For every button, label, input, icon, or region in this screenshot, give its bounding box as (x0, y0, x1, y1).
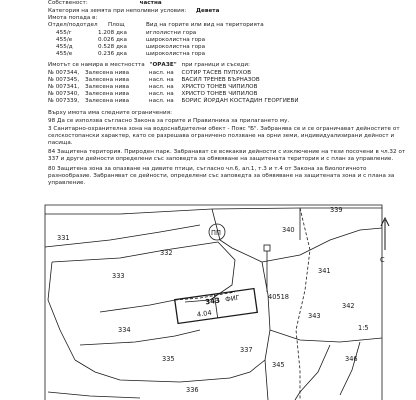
neighbor-land: Залесена нива (85, 91, 130, 97)
parts-col-area: Площ (108, 22, 125, 28)
scale-mark: 1:5 (358, 324, 369, 332)
neighbor-land: Залесена нива (85, 70, 130, 76)
restriction-line: 337 и други дейности определени със заповедта за обявяване на защитената територия и с план за управление. (48, 156, 394, 162)
neighbor-id: № 007341, (48, 84, 80, 90)
neighbors-heading-prefix: Имотът се намира в местността (48, 62, 145, 68)
neighbor-owner: ХРИСТО ТОНЕВ ЧИПИЛОВ (181, 84, 258, 90)
parts-row-section: 455/г (56, 30, 72, 36)
neighbor-id: № 007345, (48, 77, 80, 83)
neighbor-owner: СОТИР ТАСЕВ ПУПУХОВ (181, 70, 252, 76)
subject-parcel-area: 4.04 (196, 308, 213, 319)
category-value: Девета (196, 8, 220, 14)
parcel-boundary (100, 300, 175, 312)
pp-circle-label: ПП (211, 229, 221, 237)
neighbor-owner: ВАСИЛ ТРЕНЕВ БЪРНАЗОВ (181, 77, 260, 83)
neighbor-id: № 007340, (48, 91, 80, 97)
parcel-label: 339 (330, 206, 343, 214)
parcel-label: 342 (342, 302, 355, 310)
neighbor-id: № 007344, (48, 70, 80, 76)
parcel-label: 337 (240, 346, 253, 354)
parts-row-type: широколистна гора (146, 37, 206, 43)
parcel-label: 345 (272, 361, 285, 369)
subject-parcel-number: 343 (204, 296, 221, 307)
restriction-line: пасища. (48, 140, 73, 146)
neighbor-land: Залесена нива (85, 84, 130, 90)
parcel-label: 346 (345, 355, 358, 363)
parts-heading: Имота попада в: (48, 15, 98, 21)
parcel-label: 331 (57, 234, 70, 242)
parts-row-type: широколистна гора (146, 44, 206, 50)
parcel-label: 335 (162, 355, 175, 363)
neighbor-id: № 007339, (48, 98, 80, 104)
neighbor-label: насл. на (148, 70, 174, 76)
neighbor-label: насл. на (148, 98, 174, 104)
dashed-boundary (296, 208, 310, 400)
neighbor-land: Залесена нива (85, 98, 130, 104)
parcel-label: 40518 (268, 293, 289, 301)
restriction-line: 80 Защитена зона за опазване на дивите птици, съгласно чл.6, ал.1, т.3 и т.4 от Закона за биологичното (48, 166, 367, 172)
category-label: Категория на земята при неполивни условия: (48, 8, 187, 14)
parcel-label: 341 (318, 267, 331, 275)
parcel-boundary (230, 360, 265, 378)
parts-row-section: 455/е (56, 37, 73, 43)
parcel-label: 343 (308, 312, 321, 320)
parcel-boundary (185, 242, 235, 302)
ownership-value: частна (139, 0, 162, 6)
neighbor-land: Залесена нива (85, 77, 130, 83)
parts-row-type: иглолистни гора (146, 30, 197, 36)
parts-col-type: Вид на горите или вид на територията (146, 22, 264, 28)
neighbors-heading-suffix: при граници и съседи: (181, 62, 250, 68)
north-label: С (380, 256, 385, 264)
parts-row-area: 0.236 дка (98, 51, 127, 57)
parcel-label: 336 (186, 386, 199, 394)
parts-col-section: Отдел/подотдел (48, 22, 98, 28)
parcel-boundary (52, 242, 218, 262)
parcel-label: 340 (282, 226, 295, 234)
ownership-label: Собственост: (48, 0, 88, 6)
parcel-boundary (75, 360, 230, 382)
parcel-boundary (340, 342, 360, 395)
restriction-line: 3 Санитарно-охранителна зона на водоснабдителни обект - Пояс "Б". Забранява се и се ограничават дейностите от (48, 126, 400, 132)
parts-row-type: широколистна гора (146, 51, 206, 57)
parcel-label: 332 (160, 249, 173, 257)
neighbor-label: насл. на (148, 77, 174, 83)
restriction-line: управление. (48, 180, 86, 186)
parcel-label: 333 (112, 272, 125, 280)
restriction-line: селскостопански характер, като се разрешава ограничено ползване на орни земи, индивидуализирани дейност и (48, 133, 395, 139)
parts-row-section: 455/д (56, 44, 73, 50)
parcel-boundary (262, 262, 270, 400)
parts-row-area: 0.026 дка (98, 37, 127, 43)
parcel-label: 334 (118, 326, 131, 334)
parts-row-area: 0.528 дка (98, 44, 127, 50)
subject-parcel-extra: ФИГ (224, 293, 241, 304)
neighbor-owner: БОРИС ЙОРДАН КОСТАДИН ГЕОРГИЕВИ (181, 98, 299, 104)
marker-square (264, 245, 270, 251)
neighbor-label: насл. на (148, 91, 174, 97)
restrictions-heading: Върху имота има следните ограничения: (48, 110, 173, 116)
restriction-line: 84 Защитена територия. Природен парк. Забранават се всякакви дейности с изключение на тези посочени в чл.32 от (48, 149, 406, 155)
restriction-line: разнообразие. Забраняват се дейности, определени със заповедта за обявяване на защитената зона и с плана за (48, 173, 395, 179)
restriction-line: 98 Да се използва съгласно Закона за горите и Правилника за прилагането му. (48, 118, 290, 124)
neighbors-locality: "ОРАЗЕ" (149, 62, 177, 68)
neighbor-label: насл. на (148, 84, 174, 90)
parts-row-section: 455/е (56, 51, 73, 57)
parcel-boundary (80, 330, 200, 345)
neighbor-owner: ХРИСТО ТОНЕВ ЧИПИЛОВ (181, 91, 258, 97)
parcel-boundary (262, 228, 382, 262)
parcel-boundary (48, 392, 140, 398)
parcel-boundary (48, 262, 75, 360)
parts-row-area: 1.208 дка (98, 30, 127, 36)
